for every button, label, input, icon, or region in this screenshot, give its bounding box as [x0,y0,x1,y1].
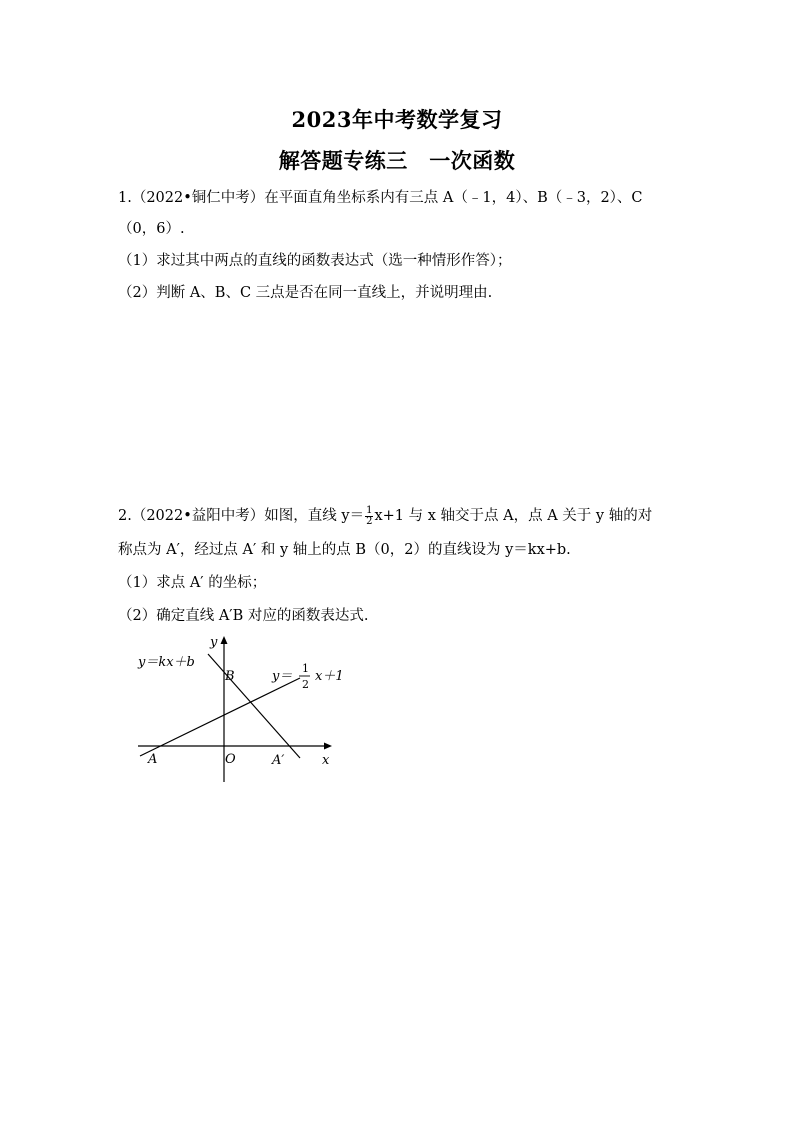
point-a-label: A [148,752,158,767]
question-2-line-1-start: 2.（2022•益阳中考）如图，直线 y＝ [118,508,365,524]
line-half-label-denominator: 2 [302,678,309,691]
line-kx-plus-b-label: y＝kx＋b [138,655,195,670]
line-half-x-plus-1 [140,678,300,756]
coordinate-figure [132,630,352,790]
question-2-line-1-end: x+1 与 x 轴交于点 A，点 A 关于 y 轴的对 [374,508,653,524]
y-axis-arrow-icon [221,636,228,644]
point-b-label: B [225,669,235,684]
fraction-one-half [365,506,373,527]
page-title: 2023年中考数学复习 [291,107,503,132]
origin-label: O [225,752,236,767]
question-2-line-1 [118,504,652,527]
question-2-part-2: （2）确定直线 A′B 对应的函数表达式. [118,608,369,624]
line-half-label-suffix: x＋1 [315,669,344,684]
question-2-part-1: （1）求点 A′ 的坐标； [118,575,267,591]
point-a-prime-label: A′ [272,753,285,768]
question-1-part-2: （2）判断 A、B、C 三点是否在同一直线上，并说明理由. [118,285,493,301]
question-1-part-1: （1）求过其中两点的直线的函数表达式（选一种情形作答）； [118,253,512,269]
fraction-numerator: 1 [366,504,373,516]
question-1-line-1: 1.（2022•铜仁中考）在平面直角坐标系内有三点 A（﹣1，4）、B（﹣3，2）、C [118,190,643,206]
x-axis-label: x [322,753,330,768]
page-subtitle: 解答题专练三 一次函数 [278,148,516,173]
question-2-line-2: 称点为 A′，经过点 A′ 和 y 轴上的点 B（0，2）的直线设为 y＝kx+b. [118,542,571,558]
line-half-label-prefix: y＝ [272,669,293,684]
fraction-denominator: 2 [366,515,373,527]
x-axis-arrow-icon [324,743,332,750]
question-1-line-2: （0，6）. [118,221,185,237]
y-axis-label: y [210,635,218,650]
line-half-label-numerator: 1 [302,662,309,675]
